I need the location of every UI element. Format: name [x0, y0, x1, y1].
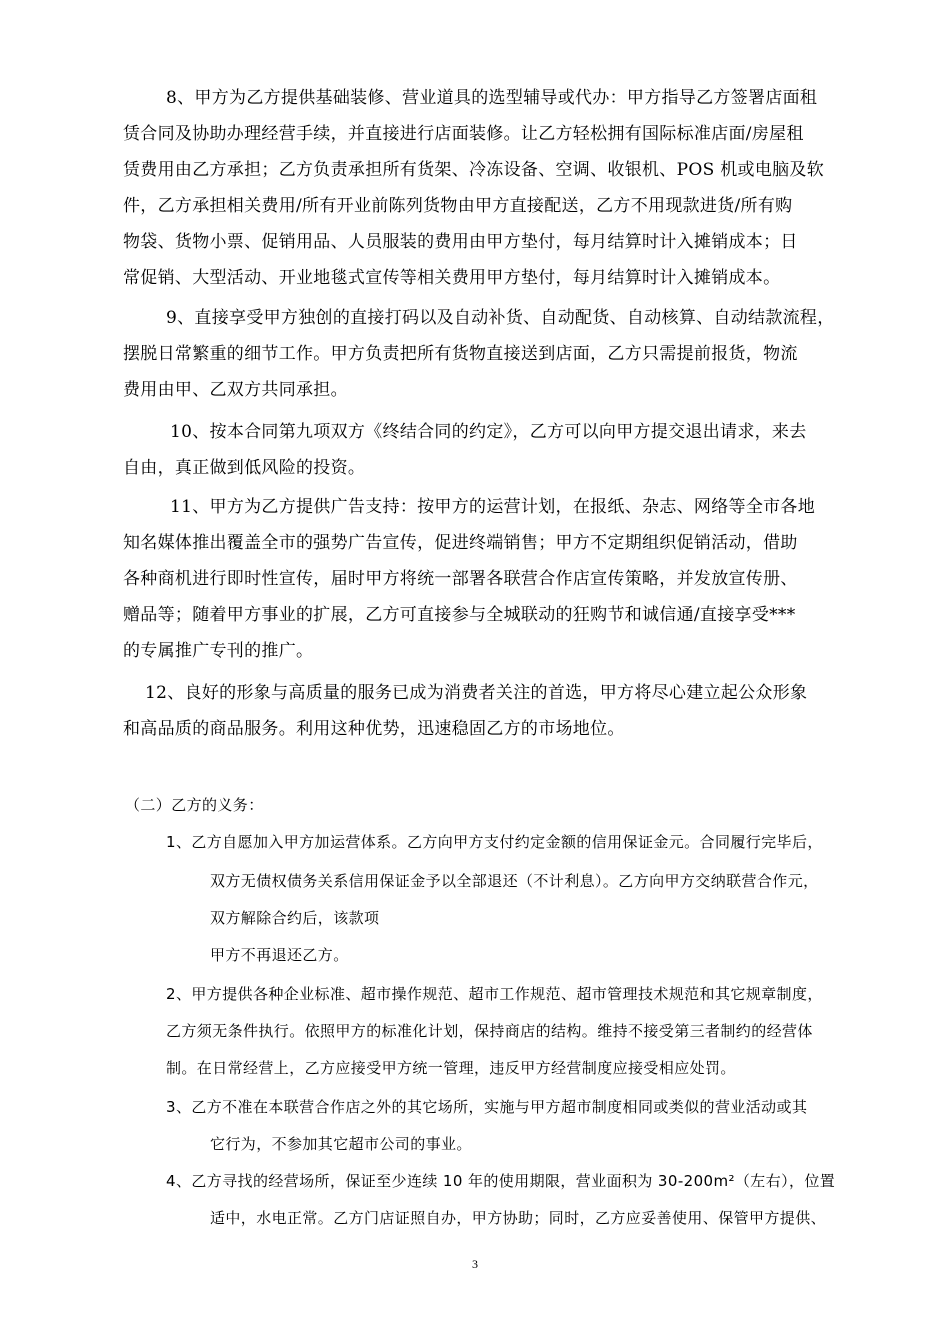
party-b-item-1-line: 双方无债权债务关系信用保证金予以全部退还（不计利息）。乙方向甲方交纳联营合作元，	[210, 872, 819, 890]
party-b-item-3-line: 它行为，不参加其它超市公司的事业。	[210, 1135, 472, 1153]
page-number: 3	[472, 1257, 478, 1271]
paragraph-8-line: 件，乙方承担相关费用/所有开业前陈列货物由甲方直接配送，乙方不用现款进货/所有购	[123, 196, 793, 216]
paragraph-8-line: 常促销、大型活动、开业地毯式宣传等相关费用甲方垫付，每月结算时计入摊销成本。	[123, 268, 781, 288]
party-b-item-1-line: 双方解除合约后，该款项	[210, 909, 380, 927]
paragraph-11-line: 赠品等；随着甲方事业的扩展，乙方可直接参与全城联动的狂购节和诚信通/直接享受***	[123, 605, 796, 625]
party-b-item-2-line: 制。在日常经营上，乙方应接受甲方统一管理，违反甲方经营制度应接受相应处罚。	[166, 1059, 736, 1077]
paragraph-11-line: 知名媒体推出覆盖全市的强势广告宣传，促进终端销售；甲方不定期组织促销活动，借助	[123, 533, 798, 553]
paragraph-11-line: 11、甲方为乙方提供广告支持：按甲方的运营计划，在报纸、杂志、网络等全市各地	[170, 497, 816, 517]
paragraph-8-line: 赁费用由乙方承担；乙方负责承担所有货架、冷冻设备、空调、收银机、POS 机或电脑及软	[123, 160, 825, 180]
paragraph-9-line: 费用由甲、乙双方共同承担。	[123, 380, 348, 400]
party-b-item-4-line: 适中，水电正常。乙方门店证照自办，甲方协助；同时，乙方应妥善使用、保管甲方提供、	[210, 1209, 827, 1227]
paragraph-11-line: 各种商机进行即时性宣传，届时甲方将统一部署各联营合作店宣传策略，并发放宣传册、	[123, 569, 798, 589]
party-b-item-4-line: 4、乙方寻找的经营场所，保证至少连续 10 年的使用期限，营业面积为 30-200m²（左右），位置	[166, 1172, 836, 1190]
party-b-item-1-line: 甲方不再退还乙方。	[210, 946, 349, 964]
paragraph-12-line: 和高品质的商品服务。利用这种优势，迅速稳固乙方的市场地位。	[123, 719, 625, 739]
paragraph-12-line: 12、良好的形象与高质量的服务已成为消费者关注的首选，甲方将尽心建立起公众形象	[145, 683, 808, 703]
section-heading-party-b: （二）乙方的义务：	[125, 796, 264, 814]
party-b-item-3-line: 3、乙方不准在本联营合作店之外的其它场所，实施与甲方超市制度相同或类似的营业活动或其	[166, 1098, 808, 1116]
party-b-item-2-line: 乙方须无条件执行。依照甲方的标准化计划，保持商店的结构。维持不接受第三者制约的经营体	[166, 1022, 813, 1040]
paragraph-9-line: 摆脱日常繁重的细节工作。甲方负责把所有货物直接送到店面，乙方只需提前报货，物流	[123, 344, 798, 364]
paragraph-10-line: 10、按本合同第九项双方《终结合同的约定》，乙方可以向甲方提交退出请求，来去	[170, 422, 807, 442]
party-b-item-1-line: 1、乙方自愿加入甲方加运营体系。乙方向甲方支付约定金额的信用保证金元。合同履行完毕后，	[166, 833, 823, 851]
paragraph-8-line: 8、甲方为乙方提供基础装修、营业道具的选型辅导或代办：甲方指导乙方签署店面租	[166, 88, 818, 108]
paragraph-8-line: 赁合同及协助办理经营手续，并直接进行店面装修。让乙方轻松拥有国际标准店面/房屋租	[123, 124, 804, 144]
party-b-item-2-line: 2、甲方提供各种企业标准、超市操作规范、超市工作规范、超市管理技术规范和其它规章制度，	[166, 985, 823, 1003]
paragraph-10-line: 自由，真正做到低风险的投资。	[123, 458, 366, 478]
paragraph-9-line: 9、直接享受甲方独创的直接打码以及自动补货、自动配货、自动核算、自动结款流程，	[166, 308, 835, 328]
paragraph-11-line: 的专属推广专刊的推广。	[123, 641, 314, 661]
paragraph-8-line: 物袋、货物小票、促销用品、人员服装的费用由甲方垫付，每月结算时计入摊销成本；日	[123, 232, 798, 252]
